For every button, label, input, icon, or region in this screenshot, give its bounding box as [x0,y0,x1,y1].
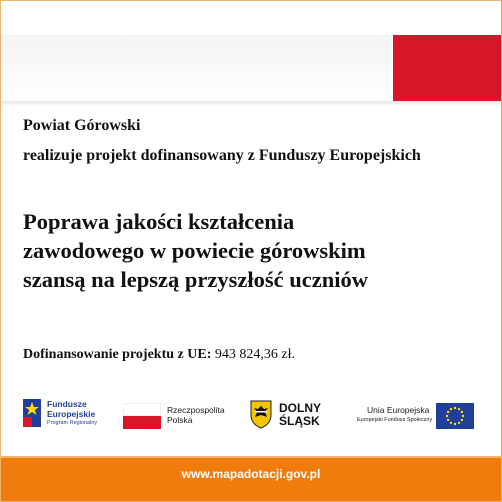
fe-line1: Fundusze [47,399,87,409]
project-title-line: zawodowego w powiecie górowskim [23,238,366,263]
ue-line1: Unia Europejska [367,405,430,415]
project-intro: realizuje projekt dofinansowany z Funduszy Europejskich [23,147,421,164]
funding-amount: 943 824,36 zł. [214,347,295,362]
eagle-shield-icon [249,399,273,429]
ds-line1: DOLNY [279,401,321,415]
website-link[interactable]: www.mapadotacji.gov.pl [181,467,321,481]
rp-line1: Rzeczpospolita [167,405,225,415]
header-red-block [393,35,502,105]
ds-line2: ŚLĄSK [279,414,320,428]
funding-label: Dofinansowanie projektu z UE: [23,347,212,362]
project-title-line: szansą na lepszą przyszłość uczniów [23,267,368,292]
fe-line2: Europejskie [47,409,96,419]
project-title [23,207,368,294]
eu-flag-icon [436,403,474,429]
logo-bar [1,397,501,437]
fe-star-icon [23,399,41,427]
project-title-line: Poprawa jakości kształcenia [23,209,295,234]
rp-line2: Polska [167,415,193,425]
polish-flag-icon [123,403,161,429]
fe-line3: Program Regionalny [47,420,98,426]
beneficiary-name: Powiat Górowski [23,117,141,134]
funding-info [23,347,295,363]
ue-line2: Europejski Fundusz Społeczny [357,417,433,423]
header-shadow [1,101,501,107]
